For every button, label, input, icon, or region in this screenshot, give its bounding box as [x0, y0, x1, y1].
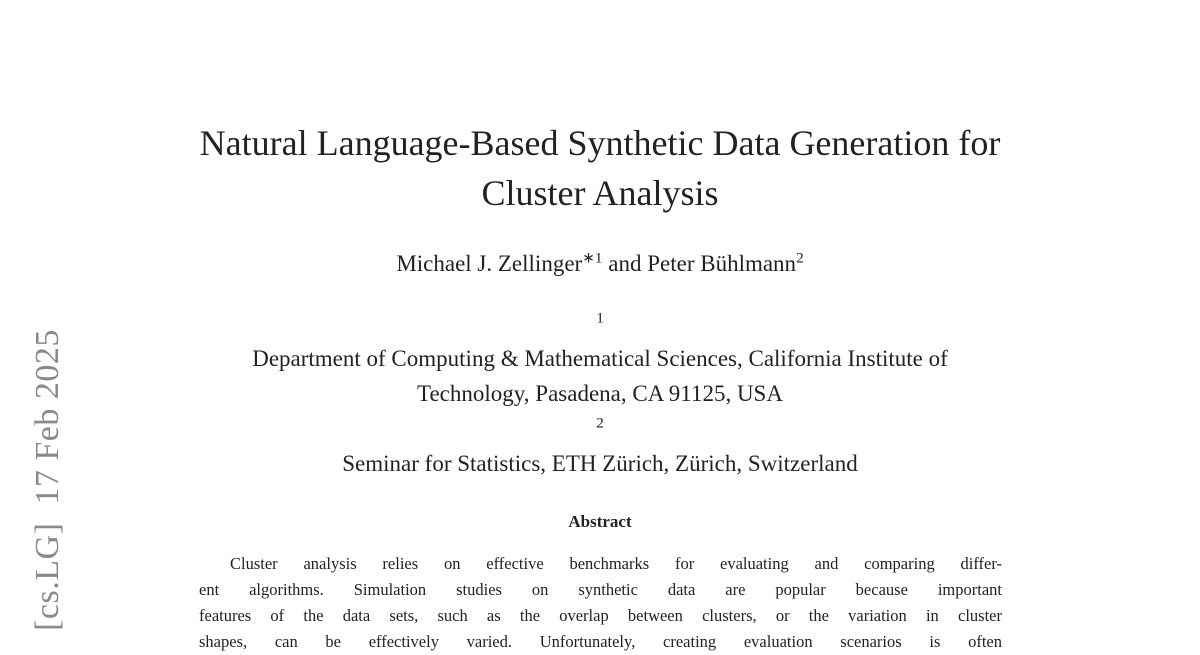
abstract-line-3: features of the data sets, such as the overlap between clusters, or the variation in cluster	[199, 606, 1002, 625]
abstract-line-1: Cluster analysis relies on effective benchmarks for evaluating and comparing differ-	[230, 554, 1002, 573]
arxiv-sidebar-identifier	[29, 329, 67, 631]
paper-title	[100, 118, 1100, 218]
author-1-marks: ∗1	[582, 249, 603, 267]
paper-title-line-2: Cluster Analysis	[481, 173, 719, 213]
affiliation-2-mark: 2	[596, 414, 604, 432]
arxiv-category: [cs.LG]	[29, 522, 66, 631]
abstract-line-2: ent algorithms. Simulation studies on synthetic data are popular because important	[199, 580, 1002, 599]
author-name-1: Michael J. Zellinger	[396, 251, 583, 276]
abstract-heading: Abstract	[568, 512, 632, 531]
author-list	[100, 248, 1100, 280]
author-name-2: Peter Bühlmann	[647, 251, 797, 276]
affiliation-1-line-2: Technology, Pasadena, CA 91125, USA	[417, 381, 783, 406]
affiliation-1-mark: 1	[596, 309, 604, 327]
author-conjunction: and	[602, 251, 648, 276]
affiliation-2-line-1: $^2$ Seminar for Statistics, ETH Zürich, Zürich, Switzerland	[342, 414, 858, 476]
affiliation-1-line-1: $^1$ Department of Computing & Mathematical Sciences, California Institute of	[252, 309, 948, 371]
abstract-line-4: shapes, can be effectively varied. Unfortunately, creating evaluation scenarios is often	[199, 632, 1002, 651]
affiliations	[100, 306, 1100, 481]
arxiv-date: 17 Feb 2025	[29, 329, 66, 505]
abstract-text	[199, 551, 1002, 655]
author-2-marks: 2	[796, 249, 804, 267]
paper-title-line-1: Natural Language-Based Synthetic Data Generation for	[199, 123, 1001, 163]
